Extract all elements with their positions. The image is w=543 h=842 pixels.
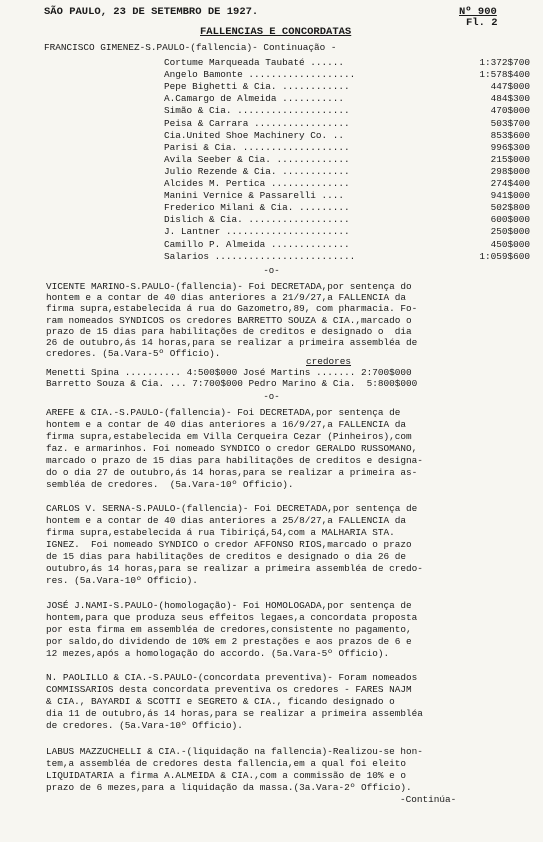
serna-line: res. (5a.Vara-10º Officio). — [46, 575, 198, 586]
creditor-name: Camillo P. Almeida .............. — [164, 238, 350, 250]
paolillo-line: COMMISSARIOS desta concordata preventiva os credores - FARES NAJM — [46, 684, 412, 695]
arefe-line: AREFE & CIA.-S.PAULO-(fallencia)- Foi DECRETADA,por sentença de — [46, 407, 401, 418]
nami-line: 12 mezes,após a homologação do accordo. (5a.Vara-5º Officio). — [46, 648, 390, 659]
creditor-amount: 941$000 — [490, 190, 530, 202]
creditor-amount: 996$300 — [490, 141, 530, 153]
creditor-name: Pepe Bighetti & Cia. ............ — [164, 81, 350, 93]
creditor-amount: 484$300 — [490, 93, 530, 105]
arefe-line: marcado o prazo de 15 dias para habilitações de creditos e designa- — [46, 455, 423, 466]
creditor-name: Peisa & Carrara ................. — [164, 117, 350, 129]
creditor-name: Angelo Bamonte ................... — [164, 69, 356, 81]
creditor-amount: 215$000 — [490, 153, 530, 165]
nami-line: JOSÉ J.NAMI-S.PAULO-(homologação)- Foi HOMOLOGADA,por sentença de — [46, 600, 412, 611]
paolillo-line: dia 11 de outubro,ás 14 horas,para se realizar a primeira assembléa — [46, 708, 423, 719]
continues-note: -Continúa- — [400, 794, 457, 805]
creditor-amount: 450$000 — [490, 238, 530, 250]
place-date: SÃO PAULO, 23 DE SETEMBRO DE 1927. — [44, 6, 259, 18]
marino-line: VICENTE MARINO-S.PAULO-(fallencia)- Foi DECRETADA,por sentença do — [46, 281, 412, 292]
creditor-name: Simão & Cia. .................... — [164, 105, 350, 117]
creditor-amount: 470$000 — [490, 105, 530, 117]
creditor-name: Salarios ......................... — [164, 250, 356, 262]
creditor-name: Julio Rezende & Cia. ............ — [164, 165, 350, 177]
creditor-name: Cortume Marqueada Taubaté ...... — [164, 57, 345, 68]
creditor-amount: 853$600 — [490, 129, 530, 141]
creditor-amount: 1:059$600 — [479, 250, 530, 262]
creditor-name: Frederico Milani & Cia. ......... — [164, 202, 350, 214]
nami-line: hontem,para que produza seus effeitos legaes,a concordata proposta — [46, 612, 418, 623]
creditor-amount: 250$000 — [490, 226, 530, 238]
arefe-line: do o dia 27 de outubro,ás 14 horas,para se realizar a primeira as- — [46, 467, 418, 478]
serna-line: outubro,ás 14 horas,para se realizar a primeira assembléa de credo- — [46, 563, 423, 574]
creditor-amount: 1:578$400 — [479, 69, 530, 81]
nami-line: por esta firma em assembléa de credores,consistente no pagamento, — [46, 624, 412, 635]
creditor-name: Alcides M. Pertica .............. — [164, 178, 350, 189]
serna-line: hontem e a contar de 40 dias anteriores a 25/8/27,a FALLENCIA da — [46, 515, 407, 526]
serna-line: IGNEZ. Foi nomeado SYNDICO o credor AFFONSO RIOS,marcado o prazo — [46, 539, 412, 550]
creditor-amount: 447$000 — [490, 81, 530, 93]
marino-creditors-row-1: Menetti Spina .......... 4:500$000 José Martins ....... 2:700$000 — [46, 367, 412, 378]
arefe-line: firma supra,estabelecida em Villa Cerqueira Cezar (Pinheiros),com — [46, 431, 412, 442]
creditor-name: J. Lantner ...................... — [164, 226, 350, 238]
mazzuchelli-line: prazo de 6 mezes,para a liquidação da massa.(3a.Vara-2º Officio). — [46, 782, 412, 793]
marino-line: firma supra,estabelecida á rua do Gazometro,89, com pharmacia. Fo- — [46, 303, 418, 315]
separator: -o- — [263, 392, 280, 402]
gimenez-title: FRANCISCO GIMENEZ-S.PAULO-(fallencia)- Continuação - — [44, 42, 337, 53]
serna-line: firma supra,estabelecida á rua Tibiriçá,54,com a MALHARIA STA. — [46, 527, 395, 538]
creditor-amount: 1:372$700 — [479, 57, 530, 68]
arefe-line: sembléa de credores. (5a.Vara-10º Officio). — [46, 479, 294, 490]
section-title: FALLENCIAS E CONCORDATAS — [200, 26, 352, 38]
marino-line: prazo de 15 dias para habilitações de creditos e designado o dia — [46, 325, 412, 337]
serna-line: CARLOS V. SERNA-S.PAULO-(fallencia)- Foi DECRETADA,por sentença de — [46, 503, 418, 514]
marino-line: ram nomeados SYNDICOS os credores BARRETTO SOUZA & CIA.,marcado o — [46, 314, 412, 326]
document-number: Nº 900 — [459, 6, 497, 18]
creditor-amount: 298$000 — [490, 165, 530, 177]
creditor-name: A.Camargo de Almeida ........... — [164, 93, 345, 105]
arefe-line: faz. e armarinhos. Foi nomeado SYNDICO o credor GERALDO RUSSOMANO, — [46, 443, 418, 454]
separator: -o- — [263, 266, 280, 276]
marino-creditors-row-2: Barretto Souza & Cia. ... 7:700$000 Pedro Marino & Cia. 5:800$000 — [46, 378, 418, 389]
creditor-name: Cia.United Shoe Machinery Co. .. — [164, 129, 345, 141]
marino-line: credores. (5a.Vara-5º Officio). — [46, 348, 221, 360]
creditor-name: Manini Vernice & Passarelli .... — [164, 190, 345, 202]
arefe-line: hontem e a contar de 40 dias anteriores a 16/9/27,a FALLENCIA da — [46, 419, 407, 430]
mazzuchelli-line: LIQUIDATARIA a firma A.ALMEIDA & CIA.,com a commissão de 10% e o — [46, 770, 407, 781]
creditor-amount: 600$000 — [490, 214, 530, 226]
marino-creditors-heading: credores — [306, 356, 352, 367]
creditor-name: Parisi & Cia. ................... — [164, 141, 350, 153]
paolillo-line: de credores. (5a.Vara-10º Officio). — [46, 720, 243, 731]
mazzuchelli-line: tem,a assembléa de credores desta fallencia,em a qual foi eleito — [46, 758, 407, 769]
mazzuchelli-line: LABUS MAZZUCHELLI & CIA.-(liquidação na fallencia)-Realizou-se hon- — [46, 746, 423, 757]
paolillo-line: N. PAOLILLO & CIA.-S.PAULO-(concordata preventiva)- Foram nomeados — [46, 672, 418, 683]
marino-line: 26 de outubro,ás 14 horas,para se realizar a primeira assembléa de — [46, 337, 418, 348]
creditor-amount: 503$700 — [490, 117, 530, 129]
paolillo-line: & CIA., BAYARDI & SCOTTI e SEGRETO & CIA., ficando designado o — [46, 696, 395, 707]
creditor-name: Dislich & Cia. .................. — [164, 214, 350, 226]
creditor-amount: 502$800 — [490, 202, 530, 214]
creditor-name: Avila Seeber & Cia. ............. — [164, 153, 350, 165]
nami-line: por saldo,do dividendo de 10% em 2 prestações e aos prazos de 6 e — [46, 636, 412, 647]
creditor-amount: 274$400 — [490, 178, 530, 189]
marino-line: hontem e a contar de 40 dias anteriores a 21/9/27,a FALLENCIA da — [46, 292, 407, 304]
serna-line: de 15 dias para habilitações de creditos e designado o dia 26 de — [46, 551, 407, 562]
sheet-number: Fl. 2 — [466, 17, 498, 29]
